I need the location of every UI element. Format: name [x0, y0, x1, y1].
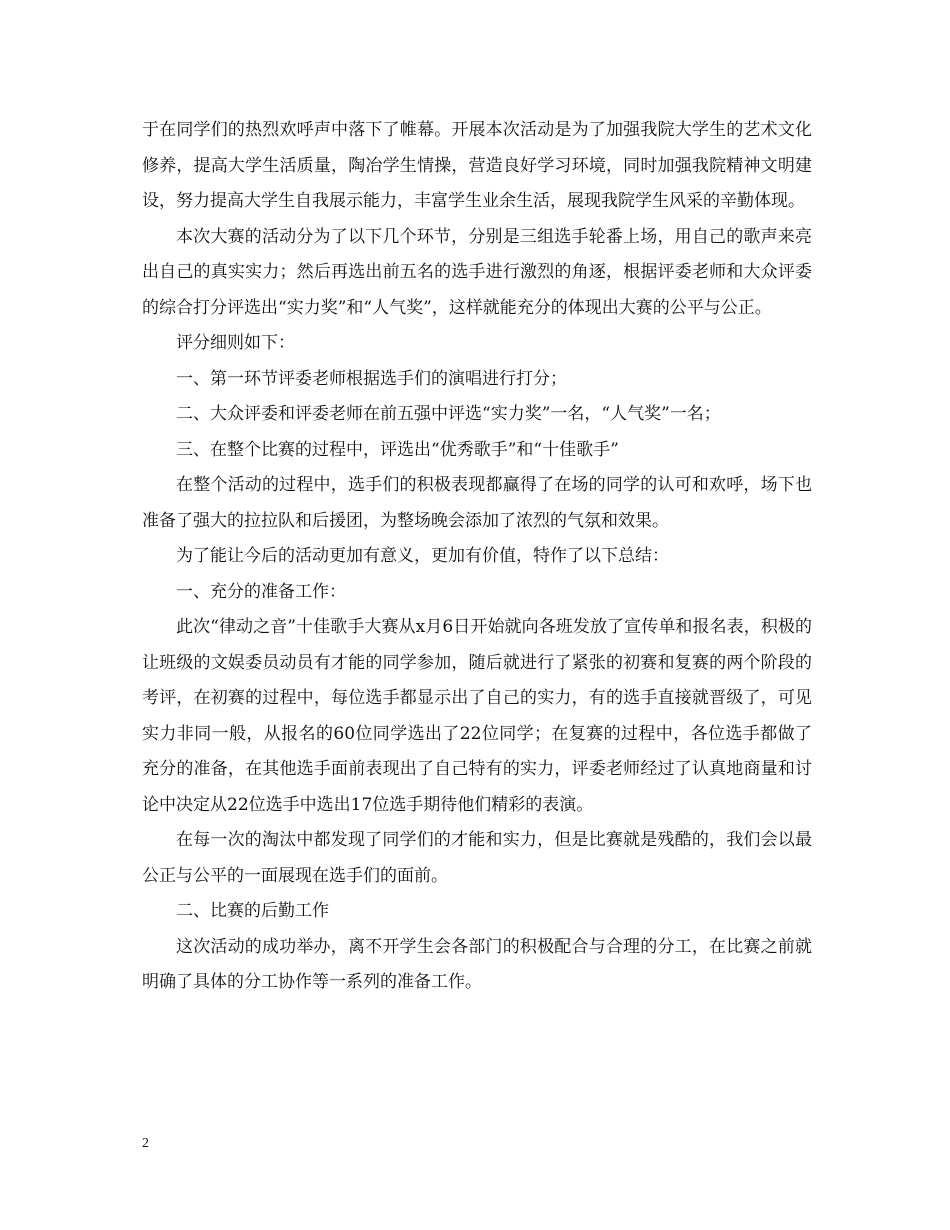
paragraph-2: 本次大赛的活动分为了以下几个环节，分别是三组选手轮番上场，用自己的歌声来亮出自己的真实实力；然后再选出前五名的选手进行激烈的角逐，根据评委老师和大众评委的综合打分评选出“实力奖”和“人气奖”，这样就能充分的体现出大赛的公平与公正。 [142, 226, 812, 318]
paragraph-7: 在整个活动的过程中，选手们的积极表现都赢得了在场的同学的认可和欢呼，场下也准备了强大的拉拉队和后援团，为整场晚会添加了浓烈的气氛和效果。 [142, 475, 812, 531]
paragraph-3: 评分细则如下： [176, 333, 295, 353]
paragraph-11: 在每一次的淘汰中都发现了同学们的才能和实力，但是比赛就是残酷的，我们会以最公正与公平的一面展现在选手们的面前。 [142, 830, 812, 886]
paragraph-8: 为了能让今后的活动更加有意义，更加有价值，特作了以下总结： [176, 546, 669, 566]
paragraph-4: 一、第一环节评委老师根据选手们的演唱进行打分； [176, 368, 567, 389]
document-body [142, 113, 812, 1001]
paragraph-12: 二、比赛的后勤工作 [176, 901, 329, 921]
paragraph-6: 三、在整个比赛的过程中，评选出“优秀歌手”和“十佳歌手” [176, 439, 619, 460]
paragraph-5: 二、大众评委和评委老师在前五强中评选“实力奖”一名，“人气奖”一名； [176, 404, 721, 424]
paragraph-10: 此次“律动之音”十佳歌手大赛从x月6日开始就向各班发放了宣传单和报名表，积极的让班级的文娱委员动员有才能的同学参加，随后就进行了紧张的初赛和复赛的两个阶段的考评，在初赛的过程中，每位选手都显示出了自己的实力，有的选手直接就晋级了，可见实力非同一般，从报名的60位同学选出了22位同学；在复赛的过程中，各位选手都做了充分的准备，在其他选手面前表现出了自己特有的实力，评委老师经过了认真地商量和讨论中决定从22位选手中选出17位选手期待他们精彩的表演。 [142, 617, 812, 815]
page-number: 2 [142, 1136, 149, 1151]
paragraph-1: 于在同学们的热烈欢呼声中落下了帷幕。开展本次活动是为了加强我院大学生的艺术文化修养，提高大学生活质量，陶冶学生情操，营造良好学习环境，同时加强我院精神文明建设，努力提高大学生自我展示能力，丰富学生业余生活，展现我院学生风采的辛勤体现。 [142, 120, 812, 211]
paragraph-13: 这次活动的成功举办，离不开学生会各部门的积极配合与合理的分工，在比赛之前就明确了具体的分工协作等一系列的准备工作。 [142, 936, 812, 992]
paragraph-9: 一、充分的准备工作： [176, 581, 346, 602]
